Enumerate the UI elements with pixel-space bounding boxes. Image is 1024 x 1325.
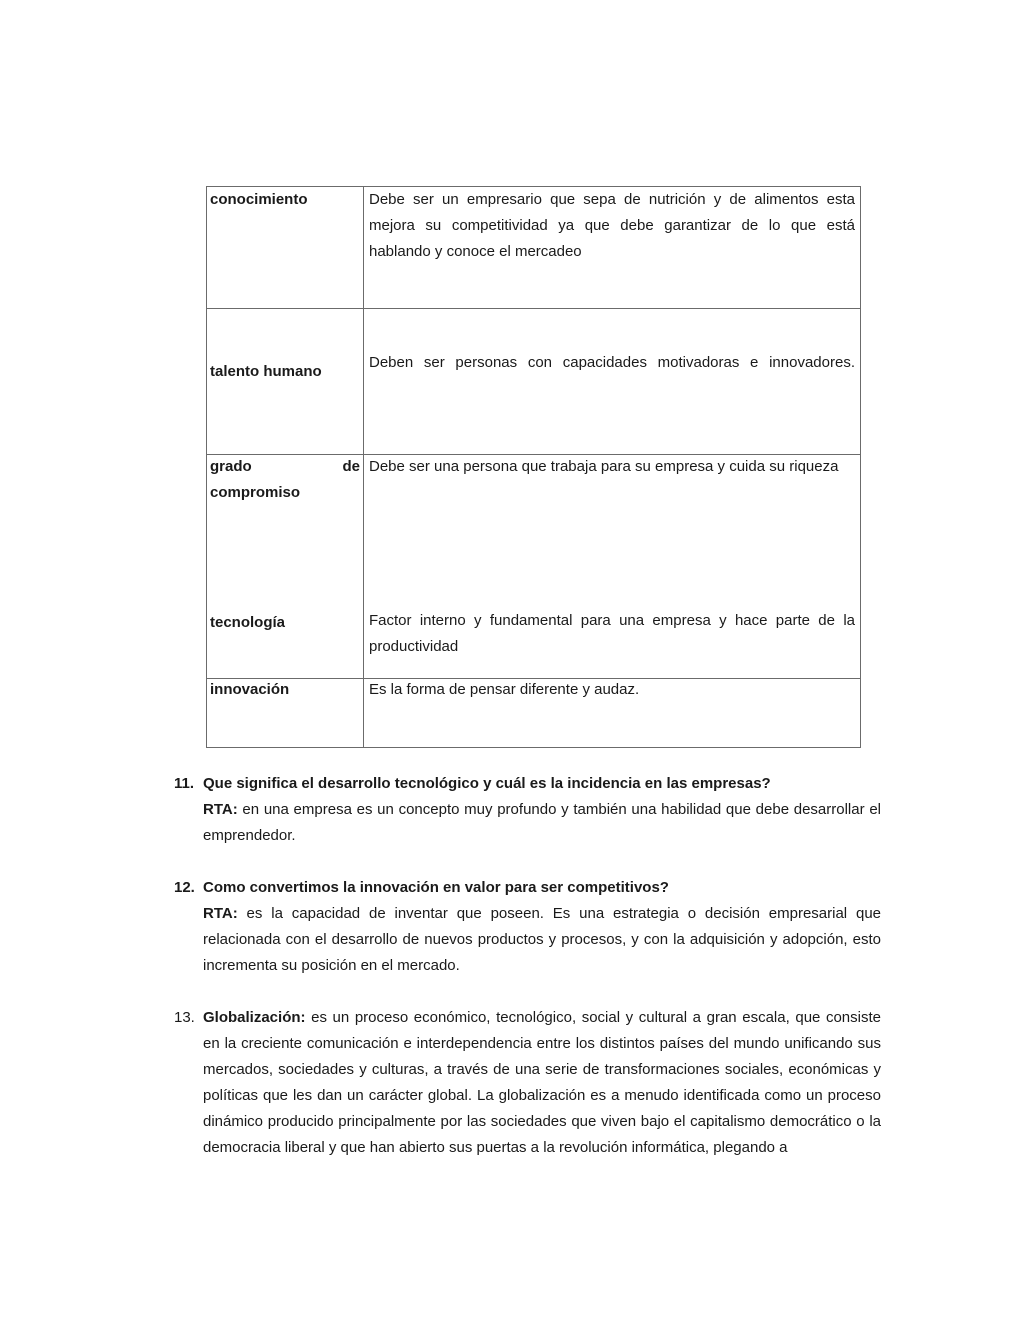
table-row-description: Debe ser un empresario que sepa de nutrición y de alimentos esta mejora su competitividad ya que debe garantizar de lo que está hablando y conoce el mercadeo: [369, 191, 855, 260]
question-title: Que significa el desarrollo tecnológico y cuál es la incidencia en las empresas?: [203, 775, 771, 792]
table-row-label: tecnología: [210, 614, 286, 631]
table-column-divider: [363, 187, 364, 747]
definition-13: [203, 1005, 881, 1161]
table-row-description: Debe ser una persona que trabaja para su empresa y cuida su riqueza: [369, 458, 839, 475]
factors-table: [206, 186, 861, 748]
table-row-label: conocimiento: [210, 191, 308, 208]
answer-text: en una empresa es un concepto muy profundo y también una habilidad que debe desarrollar el emprendedor.: [203, 801, 881, 844]
question-number: 13.: [174, 1009, 195, 1026]
question-12: [203, 875, 881, 979]
question-answer: [203, 797, 881, 849]
table-row-label: grado de compromiso: [210, 458, 360, 501]
question-answer: [203, 901, 881, 979]
table-row-description: Deben ser personas con capacidades motivadoras e innovadores.: [369, 354, 855, 371]
question-title: Como convertimos la innovación en valor para ser competitivos?: [203, 879, 669, 896]
question-11: [203, 771, 881, 849]
table-row-description: Factor interno y fundamental para una empresa y hace parte de la productividad: [369, 612, 855, 655]
table-row-description: Es la forma de pensar diferente y audaz.: [369, 681, 640, 698]
table-row-divider: [207, 308, 860, 309]
definition-text: es un proceso económico, tecnológico, social y cultural a gran escala, que consiste en la creciente comunicación e interdependencia entre los distintos países del mundo unificando sus mercados, sociedades y culturas, a través de una serie de transformaciones sociales, económicas y políticas que les dan un carácter global. La globalización es a menudo identificada como un proceso dinámico producido principalmente por las sociedades que viven bajo el capitalismo democrático o la democracia liberal y que han abierto sus puertas a la revolución informática, plegando a: [203, 1009, 881, 1156]
definition-term: Globalización:: [203, 1009, 306, 1026]
answer-label: RTA:: [203, 905, 238, 922]
question-number: 11.: [174, 775, 195, 792]
table-row-label: innovación: [210, 681, 290, 698]
answer-text: es la capacidad de inventar que poseen. Es una estrategia o decisión empresarial que relacionada con el desarrollo de nuevos productos y procesos, y con la adquisición y adopción, esto incrementa su posición en el mercado.: [203, 905, 881, 974]
answer-label: RTA:: [203, 801, 238, 818]
table-row-label: talento humano: [210, 363, 322, 380]
question-number: 12.: [174, 879, 195, 896]
